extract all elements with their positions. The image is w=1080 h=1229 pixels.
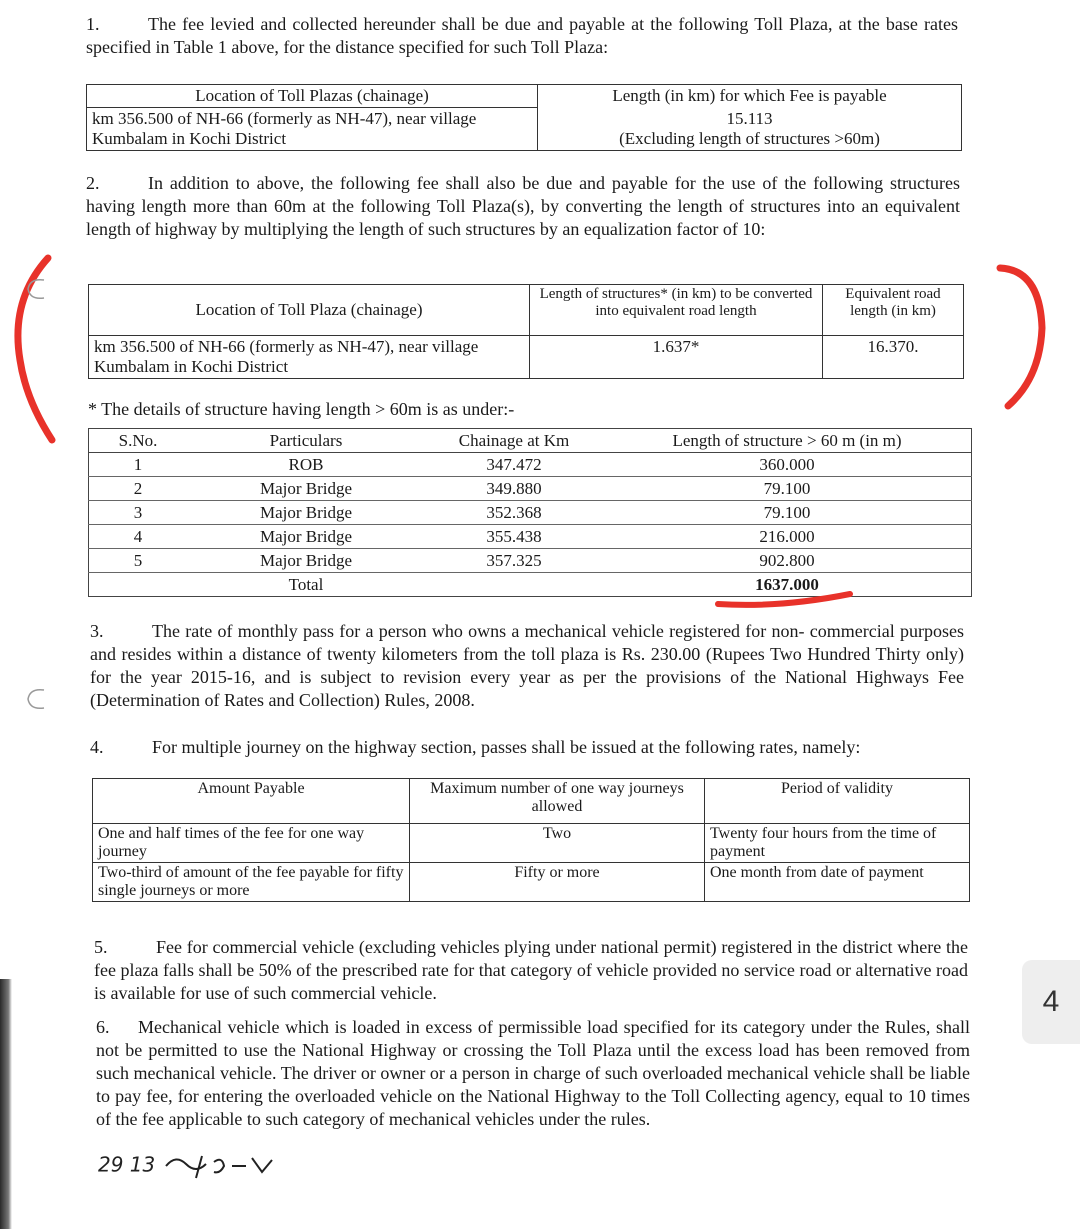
page-number: 4 [1042, 985, 1060, 1018]
table-row [93, 863, 970, 902]
particulars-cell: Major Bridge [187, 477, 425, 501]
table2-header-equivalent-length: Equivalent road length (in km) [823, 285, 964, 336]
toll-plaza-length-table [86, 84, 962, 151]
table2-header-structure-length: Length of structures* (in km) to be converted into equivalent road length [530, 285, 823, 336]
structure-details-table [88, 428, 972, 597]
table2-structure-length: 1.637* [530, 336, 823, 379]
paragraph-1-text: The fee levied and collected hereunder shall be due and payable at the following Toll Plaza, at the base rates specified in Table 1 above, for the distance specified for such Toll Plaza: [86, 14, 958, 57]
chainage-cell: 349.880 [425, 477, 603, 501]
multiple-journey-pass-table [92, 778, 970, 902]
validity-cell: Twenty four hours from the time of payment [705, 824, 970, 863]
paragraph-6-text: Mechanical vehicle which is loaded in excess of permissible load specified for its category under the Rules, shall not be permitted to use the National Highway or crossing the Toll Plaza until the excess load has been removed from such mechanical vehicle. The driver or owner or a person in charge of such overloaded mechanical vehicle shall be liable to pay fee, for entering the overloaded vehicle on the National Highway to the Toll Collecting agency, equal to 10 times of the fee applicable to such category of mechanical vehicles under the rules. [96, 1017, 970, 1129]
table1-length-note: (Excluding length of structures >60m) [619, 128, 880, 148]
total-value: 1637.000 [603, 573, 972, 597]
paragraph-3-number: 3. [90, 621, 104, 641]
paragraph-6 [96, 1016, 970, 1131]
handwritten-signature [98, 1152, 282, 1180]
table1-header-location: Location of Toll Plazas (chainage) [87, 85, 538, 108]
paragraph-5 [94, 936, 968, 1005]
table4-header-validity: Period of validity [705, 779, 970, 824]
empty-cell [89, 573, 188, 597]
paragraph-2 [86, 172, 960, 241]
paragraph-4-number: 4. [90, 737, 104, 757]
table3-header-particulars: Particulars [187, 429, 425, 453]
table3-header-length: Length of structure > 60 m (in m) [603, 429, 972, 453]
chainage-cell: 355.438 [425, 525, 603, 549]
length-cell: 902.800 [603, 549, 972, 573]
particulars-cell: Major Bridge [187, 549, 425, 573]
paragraph-2-text: In addition to above, the following fee shall also be due and payable for the use of the following structures having length more than 60m at the following Toll Plaza(s), by converting the length of structures into an equivalent length of highway by multiplying the length of such structures by an equalization factor of 10: [86, 173, 960, 239]
paragraph-4 [90, 736, 964, 759]
page-number-tab [1022, 960, 1080, 1044]
validity-cell: One month from date of payment [705, 863, 970, 902]
length-cell: 79.100 [603, 477, 972, 501]
total-label: Total [187, 573, 425, 597]
table2-header-location: Location of Toll Plaza (chainage) [89, 285, 530, 336]
journeys-cell: Two [410, 824, 705, 863]
punch-hole-mark-icon [22, 274, 52, 304]
table1-header-length: Length (in km) for which Fee is payable [538, 85, 962, 108]
scan-edge-shadow [0, 979, 12, 1229]
empty-cell [425, 573, 603, 597]
signature-scribble-icon [162, 1152, 282, 1180]
table2-location: km 356.500 of NH-66 (formerly as NH-47), near village Kumbalam in Kochi District [89, 336, 530, 379]
paragraph-1 [86, 13, 958, 59]
particulars-cell: ROB [187, 453, 425, 477]
table1-length: 15.113 [726, 108, 773, 128]
amount-cell: One and half times of the fee for one way journey [93, 824, 410, 863]
structures-note: * The details of structure having length > 60m is as under:- [88, 399, 515, 419]
table4-header-amount: Amount Payable [93, 779, 410, 824]
red-underline-icon [710, 588, 860, 612]
journeys-cell: Fifty or more [410, 863, 705, 902]
table3-header-chainage: Chainage at Km [425, 429, 603, 453]
structures-equivalent-table [88, 284, 964, 379]
table3-header-sno: S.No. [89, 429, 188, 453]
sno-cell: 2 [89, 477, 188, 501]
paragraph-5-text: Fee for commercial vehicle (excluding vehicles plying under national permit) registered in the district where the fee plaza falls shall be 50% of the prescribed rate for that category of vehicle provided no service road or alternative road is available for use of such commercial vehicle. [94, 937, 968, 1003]
table-row [93, 824, 970, 863]
red-right-bracket-icon [990, 258, 1060, 418]
particulars-cell: Major Bridge [187, 525, 425, 549]
table1-location: km 356.500 of NH-66 (formerly as NH-47), near village Kumbalam in Kochi District [87, 108, 538, 151]
sno-cell: 4 [89, 525, 188, 549]
table4-header-journeys: Maximum number of one way journeys allowed [410, 779, 705, 824]
table-row [89, 453, 972, 477]
table2-equivalent-length: 16.370. [823, 336, 964, 379]
paragraph-3 [90, 620, 964, 712]
length-cell: 216.000 [603, 525, 972, 549]
paragraph-4-text: For multiple journey on the highway section, passes shall be issued at the following rates, namely: [152, 737, 861, 757]
paragraph-6-number: 6. [96, 1017, 110, 1037]
particulars-cell: Major Bridge [187, 501, 425, 525]
signature-text: 29 13 [98, 1152, 162, 1177]
paragraph-2-number: 2. [86, 173, 100, 193]
paragraph-3-text: The rate of monthly pass for a person who owns a mechanical vehicle registered for non- commercial purposes and resides within a distance of twenty kilometers from the toll plaza is Rs. 230.00 (Rupees Two Hundred Thirty only) for the year 2015-16, and is subject to revision every year as per the provisions of the National Highways Fee (Determination of Rates and Collection) Rules, 2008. [90, 621, 964, 710]
sno-cell: 5 [89, 549, 188, 573]
paragraph-5-number: 5. [94, 937, 108, 957]
chainage-cell: 347.472 [425, 453, 603, 477]
length-cell: 360.000 [603, 453, 972, 477]
table-row [89, 525, 972, 549]
table-row [89, 501, 972, 525]
punch-hole-mark-icon [22, 684, 52, 714]
paragraph-1-number: 1. [86, 14, 100, 34]
length-cell: 79.100 [603, 501, 972, 525]
table1-length-cell [538, 108, 962, 151]
sno-cell: 1 [89, 453, 188, 477]
chainage-cell: 357.325 [425, 549, 603, 573]
amount-cell: Two-third of amount of the fee payable for fifty single journeys or more [93, 863, 410, 902]
chainage-cell: 352.368 [425, 501, 603, 525]
table-row [89, 549, 972, 573]
sno-cell: 3 [89, 501, 188, 525]
table-row [89, 477, 972, 501]
